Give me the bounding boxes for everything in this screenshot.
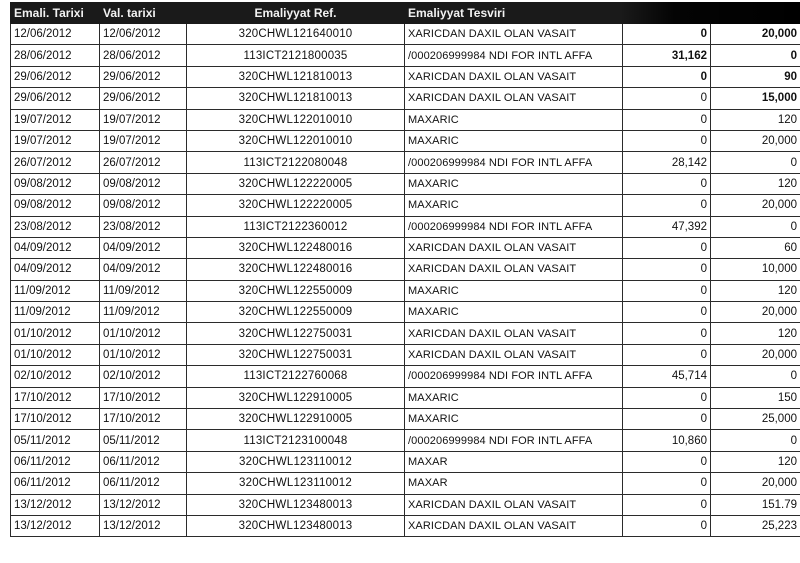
cell-operation-description: MAXAR	[405, 473, 623, 494]
cell-operation-date: 19/07/2012	[11, 130, 100, 151]
table-row	[11, 430, 800, 451]
cell-debit: 0	[623, 24, 711, 45]
cell-operation-date: 17/10/2012	[11, 409, 100, 430]
header-operation-description: Emaliyyat Tesviri	[405, 3, 623, 24]
cell-value-date: 04/09/2012	[100, 259, 187, 280]
cell-value-date: 13/12/2012	[100, 515, 187, 536]
cell-value-date: 09/08/2012	[100, 195, 187, 216]
cell-credit: 20,000	[711, 24, 800, 45]
cell-debit: 0	[623, 451, 711, 472]
cell-operation-description: XARICDAN DAXIL OLAN VASAIT	[405, 259, 623, 280]
cell-credit: 120	[711, 280, 800, 301]
table-row	[11, 45, 800, 66]
table-row	[11, 216, 800, 237]
table-row	[11, 24, 800, 45]
cell-value-date: 02/10/2012	[100, 366, 187, 387]
table-row	[11, 195, 800, 216]
cell-value-date: 17/10/2012	[100, 409, 187, 430]
cell-operation-description: /000206999984 NDI FOR INTL AFFA	[405, 216, 623, 237]
cell-operation-description: /000206999984 NDI FOR INTL AFFA	[405, 430, 623, 451]
table-row	[11, 259, 800, 280]
cell-debit: 0	[623, 515, 711, 536]
cell-value-date: 06/11/2012	[100, 473, 187, 494]
cell-debit: 0	[623, 280, 711, 301]
cell-operation-ref: 320CHWL122550009	[187, 302, 405, 323]
cell-debit: 0	[623, 494, 711, 515]
cell-value-date: 23/08/2012	[100, 216, 187, 237]
cell-value-date: 06/11/2012	[100, 451, 187, 472]
cell-debit: 0	[623, 323, 711, 344]
cell-operation-description: /000206999984 NDI FOR INTL AFFA	[405, 45, 623, 66]
table-row	[11, 130, 800, 151]
cell-operation-description: XARICDAN DAXIL OLAN VASAIT	[405, 494, 623, 515]
cell-operation-date: 12/06/2012	[11, 24, 100, 45]
cell-credit: 20,000	[711, 195, 800, 216]
cell-operation-description: MAXARIC	[405, 109, 623, 130]
cell-operation-ref: 113ICT2122760068	[187, 366, 405, 387]
cell-debit: 45,714	[623, 366, 711, 387]
header-operation-ref: Emaliyyat Ref.	[187, 3, 405, 24]
statement-sheet	[10, 2, 800, 537]
cell-operation-date: 19/07/2012	[11, 109, 100, 130]
cell-value-date: 11/09/2012	[100, 280, 187, 301]
cell-operation-date: 01/10/2012	[11, 344, 100, 365]
cell-credit: 0	[711, 152, 800, 173]
cell-value-date: 26/07/2012	[100, 152, 187, 173]
cell-operation-description: XARICDAN DAXIL OLAN VASAIT	[405, 88, 623, 109]
cell-operation-ref: 113ICT2122360012	[187, 216, 405, 237]
cell-value-date: 11/09/2012	[100, 302, 187, 323]
cell-operation-date: 04/09/2012	[11, 259, 100, 280]
table-row	[11, 88, 800, 109]
table-row	[11, 323, 800, 344]
cell-operation-date: 11/09/2012	[11, 280, 100, 301]
cell-credit: 150	[711, 387, 800, 408]
cell-operation-description: XARICDAN DAXIL OLAN VASAIT	[405, 237, 623, 258]
cell-operation-ref: 320CHWL122010010	[187, 130, 405, 151]
cell-operation-date: 06/11/2012	[11, 451, 100, 472]
cell-credit: 120	[711, 323, 800, 344]
cell-operation-ref: 320CHWL123110012	[187, 473, 405, 494]
cell-value-date: 13/12/2012	[100, 494, 187, 515]
cell-credit: 20,000	[711, 130, 800, 151]
cell-operation-description: XARICDAN DAXIL OLAN VASAIT	[405, 66, 623, 87]
cell-operation-ref: 320CHWL122910005	[187, 387, 405, 408]
cell-credit: 20,000	[711, 473, 800, 494]
cell-operation-date: 02/10/2012	[11, 366, 100, 387]
cell-operation-description: MAXARIC	[405, 302, 623, 323]
cell-debit: 0	[623, 237, 711, 258]
cell-operation-date: 09/08/2012	[11, 195, 100, 216]
cell-operation-description: MAXARIC	[405, 409, 623, 430]
table-row	[11, 302, 800, 323]
cell-operation-ref: 320CHWL123110012	[187, 451, 405, 472]
cell-operation-date: 29/06/2012	[11, 66, 100, 87]
cell-debit: 0	[623, 473, 711, 494]
cell-value-date: 29/06/2012	[100, 88, 187, 109]
header-operation-date: Emali. Tarixi	[11, 3, 100, 24]
cell-operation-date: 13/12/2012	[11, 515, 100, 536]
cell-operation-ref: 113ICT2122080048	[187, 152, 405, 173]
cell-operation-date: 06/11/2012	[11, 473, 100, 494]
table-row	[11, 344, 800, 365]
cell-debit: 0	[623, 130, 711, 151]
cell-credit: 151.79	[711, 494, 800, 515]
cell-operation-ref: 320CHWL122550009	[187, 280, 405, 301]
cell-operation-ref: 320CHWL122010010	[187, 109, 405, 130]
cell-credit: 20,000	[711, 302, 800, 323]
cell-operation-description: /000206999984 NDI FOR INTL AFFA	[405, 366, 623, 387]
table-row	[11, 451, 800, 472]
cell-operation-ref: 320CHWL121810013	[187, 66, 405, 87]
cell-credit: 0	[711, 430, 800, 451]
table-row	[11, 173, 800, 194]
cell-operation-date: 23/08/2012	[11, 216, 100, 237]
cell-operation-ref: 320CHWL121810013	[187, 88, 405, 109]
cell-value-date: 01/10/2012	[100, 323, 187, 344]
table-row	[11, 66, 800, 87]
cell-operation-date: 05/11/2012	[11, 430, 100, 451]
header-value-date: Val. tarixi	[100, 3, 187, 24]
cell-operation-date: 11/09/2012	[11, 302, 100, 323]
cell-credit: 120	[711, 451, 800, 472]
cell-credit: 25,000	[711, 409, 800, 430]
cell-debit: 47,392	[623, 216, 711, 237]
cell-operation-date: 04/09/2012	[11, 237, 100, 258]
table-row	[11, 152, 800, 173]
cell-operation-description: /000206999984 NDI FOR INTL AFFA	[405, 152, 623, 173]
cell-debit: 31,162	[623, 45, 711, 66]
cell-credit: 20,000	[711, 344, 800, 365]
cell-operation-date: 01/10/2012	[11, 323, 100, 344]
cell-value-date: 19/07/2012	[100, 109, 187, 130]
cell-value-date: 28/06/2012	[100, 45, 187, 66]
cell-debit: 10,860	[623, 430, 711, 451]
cell-operation-ref: 320CHWL122910005	[187, 409, 405, 430]
table-row	[11, 409, 800, 430]
scan-shadow	[620, 2, 800, 24]
table-body	[11, 24, 800, 537]
cell-debit: 0	[623, 344, 711, 365]
cell-value-date: 01/10/2012	[100, 344, 187, 365]
cell-operation-description: XARICDAN DAXIL OLAN VASAIT	[405, 24, 623, 45]
cell-operation-ref: 113ICT2123100048	[187, 430, 405, 451]
cell-credit: 60	[711, 237, 800, 258]
cell-operation-description: MAXARIC	[405, 280, 623, 301]
cell-operation-description: XARICDAN DAXIL OLAN VASAIT	[405, 515, 623, 536]
cell-value-date: 05/11/2012	[100, 430, 187, 451]
cell-value-date: 12/06/2012	[100, 24, 187, 45]
cell-operation-ref: 320CHWL122220005	[187, 173, 405, 194]
cell-operation-ref: 320CHWL123480013	[187, 515, 405, 536]
cell-operation-ref: 320CHWL121640010	[187, 24, 405, 45]
table-row	[11, 366, 800, 387]
cell-operation-description: XARICDAN DAXIL OLAN VASAIT	[405, 323, 623, 344]
cell-credit: 0	[711, 366, 800, 387]
cell-credit: 15,000	[711, 88, 800, 109]
transactions-table	[10, 2, 800, 537]
cell-operation-ref: 320CHWL122750031	[187, 323, 405, 344]
cell-value-date: 04/09/2012	[100, 237, 187, 258]
cell-credit: 120	[711, 173, 800, 194]
cell-credit: 120	[711, 109, 800, 130]
cell-debit: 0	[623, 409, 711, 430]
cell-operation-ref: 320CHWL122220005	[187, 195, 405, 216]
cell-operation-date: 17/10/2012	[11, 387, 100, 408]
cell-operation-description: MAXARIC	[405, 130, 623, 151]
table-row	[11, 280, 800, 301]
table-row	[11, 515, 800, 536]
cell-value-date: 09/08/2012	[100, 173, 187, 194]
cell-value-date: 17/10/2012	[100, 387, 187, 408]
cell-operation-date: 13/12/2012	[11, 494, 100, 515]
cell-operation-description: MAXARIC	[405, 387, 623, 408]
cell-operation-description: MAXARIC	[405, 173, 623, 194]
cell-debit: 0	[623, 66, 711, 87]
cell-operation-description: MAXARIC	[405, 195, 623, 216]
cell-operation-description: MAXAR	[405, 451, 623, 472]
cell-credit: 0	[711, 216, 800, 237]
cell-value-date: 19/07/2012	[100, 130, 187, 151]
cell-operation-date: 29/06/2012	[11, 88, 100, 109]
cell-debit: 0	[623, 302, 711, 323]
cell-operation-date: 26/07/2012	[11, 152, 100, 173]
cell-operation-description: XARICDAN DAXIL OLAN VASAIT	[405, 344, 623, 365]
cell-debit: 0	[623, 173, 711, 194]
cell-operation-ref: 320CHWL122750031	[187, 344, 405, 365]
table-row	[11, 109, 800, 130]
cell-credit: 25,223	[711, 515, 800, 536]
table-row	[11, 237, 800, 258]
cell-operation-ref: 113ICT2121800035	[187, 45, 405, 66]
cell-operation-ref: 320CHWL122480016	[187, 259, 405, 280]
table-row	[11, 494, 800, 515]
table-row	[11, 473, 800, 494]
cell-debit: 28,142	[623, 152, 711, 173]
cell-debit: 0	[623, 88, 711, 109]
cell-value-date: 29/06/2012	[100, 66, 187, 87]
cell-credit: 90	[711, 66, 800, 87]
cell-debit: 0	[623, 387, 711, 408]
cell-operation-date: 28/06/2012	[11, 45, 100, 66]
cell-credit: 10,000	[711, 259, 800, 280]
cell-credit: 0	[711, 45, 800, 66]
table-row	[11, 387, 800, 408]
cell-operation-ref: 320CHWL123480013	[187, 494, 405, 515]
cell-debit: 0	[623, 259, 711, 280]
cell-operation-date: 09/08/2012	[11, 173, 100, 194]
cell-debit: 0	[623, 195, 711, 216]
cell-debit: 0	[623, 109, 711, 130]
cell-operation-ref: 320CHWL122480016	[187, 237, 405, 258]
